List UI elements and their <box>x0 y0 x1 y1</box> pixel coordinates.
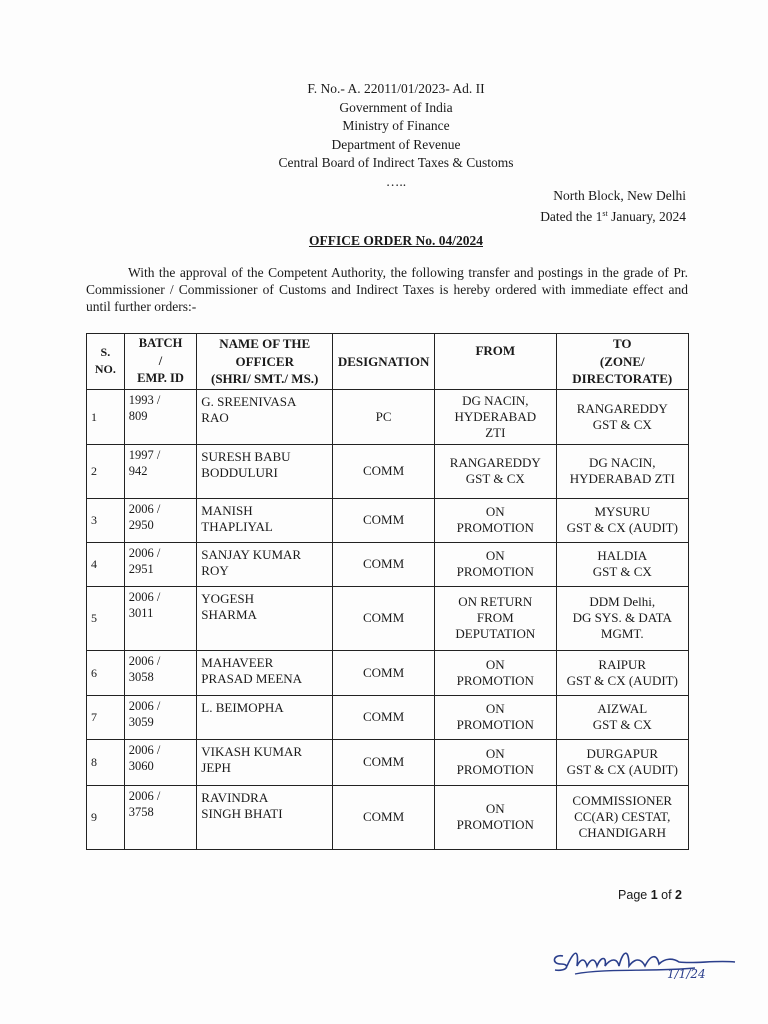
board-line: Central Board of Indirect Taxes & Customs <box>278 155 514 170</box>
location: North Block, New Delhi <box>553 188 686 203</box>
row-officer-name: MANISH THAPLIYAL <box>197 498 333 542</box>
row-sno: 6 <box>87 650 125 695</box>
row-sno: 1 <box>87 389 125 444</box>
row-designation: COMM <box>333 650 435 695</box>
row-from: ON PROMOTION <box>435 650 556 695</box>
row-designation: COMM <box>333 542 435 586</box>
signature-name: Shivesh <box>579 940 635 956</box>
header-officer-name: NAME OF THE OFFICER (SHRI/ SMT./ MS.) <box>197 334 333 390</box>
row-officer-name: G. SREENIVASA RAO <box>197 389 333 444</box>
government-line: Government of India <box>339 99 453 115</box>
page-total: 2 <box>675 888 682 902</box>
table-row <box>87 586 689 650</box>
table-header-row <box>87 334 689 390</box>
order-date <box>540 205 686 226</box>
row-officer-name: L. BEIMOPHA <box>197 695 333 739</box>
row-officer-name: SANJAY KUMAR ROY <box>197 542 333 586</box>
header-separator: ….. <box>385 173 407 189</box>
row-from: ON PROMOTION <box>435 785 556 849</box>
table-row <box>87 389 689 444</box>
header-batch: BATCH / EMP. ID <box>124 334 197 390</box>
date-superscript: st <box>602 209 608 218</box>
row-sno: 3 <box>87 498 125 542</box>
page-label: Page <box>618 888 651 902</box>
header-to: TO (ZONE/ DIRECTORATE) <box>556 334 688 390</box>
row-batch: 2006 / 3758 <box>124 785 197 849</box>
row-officer-name: VIKASH KUMAR JEPH <box>197 739 333 785</box>
row-batch: 1997 / 942 <box>124 444 197 498</box>
intro-paragraph: With the approval of the Competent Authority, the following transfer and postings in the grade of Pr. Commissioner / Commissioner of Customs and Indirect Taxes is hereby ordered with immediate effect and until further orders:- <box>86 265 688 314</box>
order-title: OFFICE ORDER No. 04/2024 <box>308 233 483 248</box>
row-officer-name: RAVINDRA SINGH BHATI <box>197 785 333 849</box>
page-of: of <box>657 888 676 902</box>
table-row <box>87 542 689 586</box>
date-suffix: January, 2024 <box>607 209 686 224</box>
signature-drawing <box>545 928 745 988</box>
table-row <box>87 498 689 542</box>
row-to: MYSURU GST & CX (AUDIT) <box>556 498 688 542</box>
row-from: RANGAREDDY GST & CX <box>435 444 556 498</box>
row-from: ON PROMOTION <box>435 695 556 739</box>
signature <box>545 928 745 988</box>
row-to: DDM Delhi, DG SYS. & DATA MGMT. <box>556 586 688 650</box>
signature-date: 1/1/24 <box>667 967 706 981</box>
row-from: ON RETURN FROM DEPUTATION <box>435 586 556 650</box>
row-sno: 9 <box>87 785 125 849</box>
row-from: ON PROMOTION <box>435 739 556 785</box>
ministry-line: Ministry of Finance <box>342 118 450 133</box>
page-footer <box>618 888 682 902</box>
row-designation: COMM <box>333 739 435 785</box>
row-designation: COMM <box>333 444 435 498</box>
row-batch: 2006 / 3011 <box>124 586 197 650</box>
row-designation: PC <box>333 389 435 444</box>
row-officer-name: SURESH BABU BODDULURI <box>197 444 333 498</box>
table-row <box>87 739 689 785</box>
transfer-table <box>86 333 689 850</box>
row-officer-name: MAHAVEER PRASAD MEENA <box>197 650 333 695</box>
row-batch: 2006 / 3059 <box>124 695 197 739</box>
file-number: F. No.- A. 22011/01/2023- Ad. II <box>307 81 485 96</box>
row-from: DG NACIN, HYDERABAD ZTI <box>435 389 556 444</box>
page-current: 1 <box>650 888 658 902</box>
date-prefix: Dated the 1 <box>540 209 603 224</box>
row-designation: COMM <box>333 498 435 542</box>
table-body <box>87 389 689 849</box>
table-row <box>87 444 689 498</box>
header-sno: S. NO. <box>87 334 125 390</box>
row-designation: COMM <box>333 785 435 849</box>
row-from: ON PROMOTION <box>435 498 556 542</box>
header-from: FROM <box>435 334 556 390</box>
row-officer-name: YOGESH SHARMA <box>197 586 333 650</box>
row-batch: 2006 / 3058 <box>124 650 197 695</box>
table-row <box>87 695 689 739</box>
row-to: RANGAREDDY GST & CX <box>556 389 688 444</box>
row-to: RAIPUR GST & CX (AUDIT) <box>556 650 688 695</box>
row-from: ON PROMOTION <box>435 542 556 586</box>
row-sno: 5 <box>87 586 125 650</box>
row-to: DURGAPUR GST & CX (AUDIT) <box>556 739 688 785</box>
row-sno: 2 <box>87 444 125 498</box>
row-sno: 7 <box>87 695 125 739</box>
row-batch: 1993 / 809 <box>124 389 197 444</box>
table-row <box>87 650 689 695</box>
row-to: DG NACIN, HYDERABAD ZTI <box>556 444 688 498</box>
document-header <box>0 80 768 191</box>
row-to: HALDIA GST & CX <box>556 542 688 586</box>
row-to: COMMISSIONER CC(AR) CESTAT, CHANDIGARH <box>556 785 688 849</box>
row-to: AIZWAL GST & CX <box>556 695 688 739</box>
row-designation: COMM <box>333 586 435 650</box>
row-sno: 4 <box>87 542 125 586</box>
row-designation: COMM <box>333 695 435 739</box>
place-and-date <box>540 187 686 226</box>
row-sno: 8 <box>87 739 125 785</box>
header-designation: DESIGNATION <box>333 334 435 390</box>
table-row <box>87 785 689 849</box>
row-batch: 2006 / 2951 <box>124 542 197 586</box>
row-batch: 2006 / 2950 <box>124 498 197 542</box>
department-line: Department of Revenue <box>331 136 461 152</box>
row-batch: 2006 / 3060 <box>124 739 197 785</box>
